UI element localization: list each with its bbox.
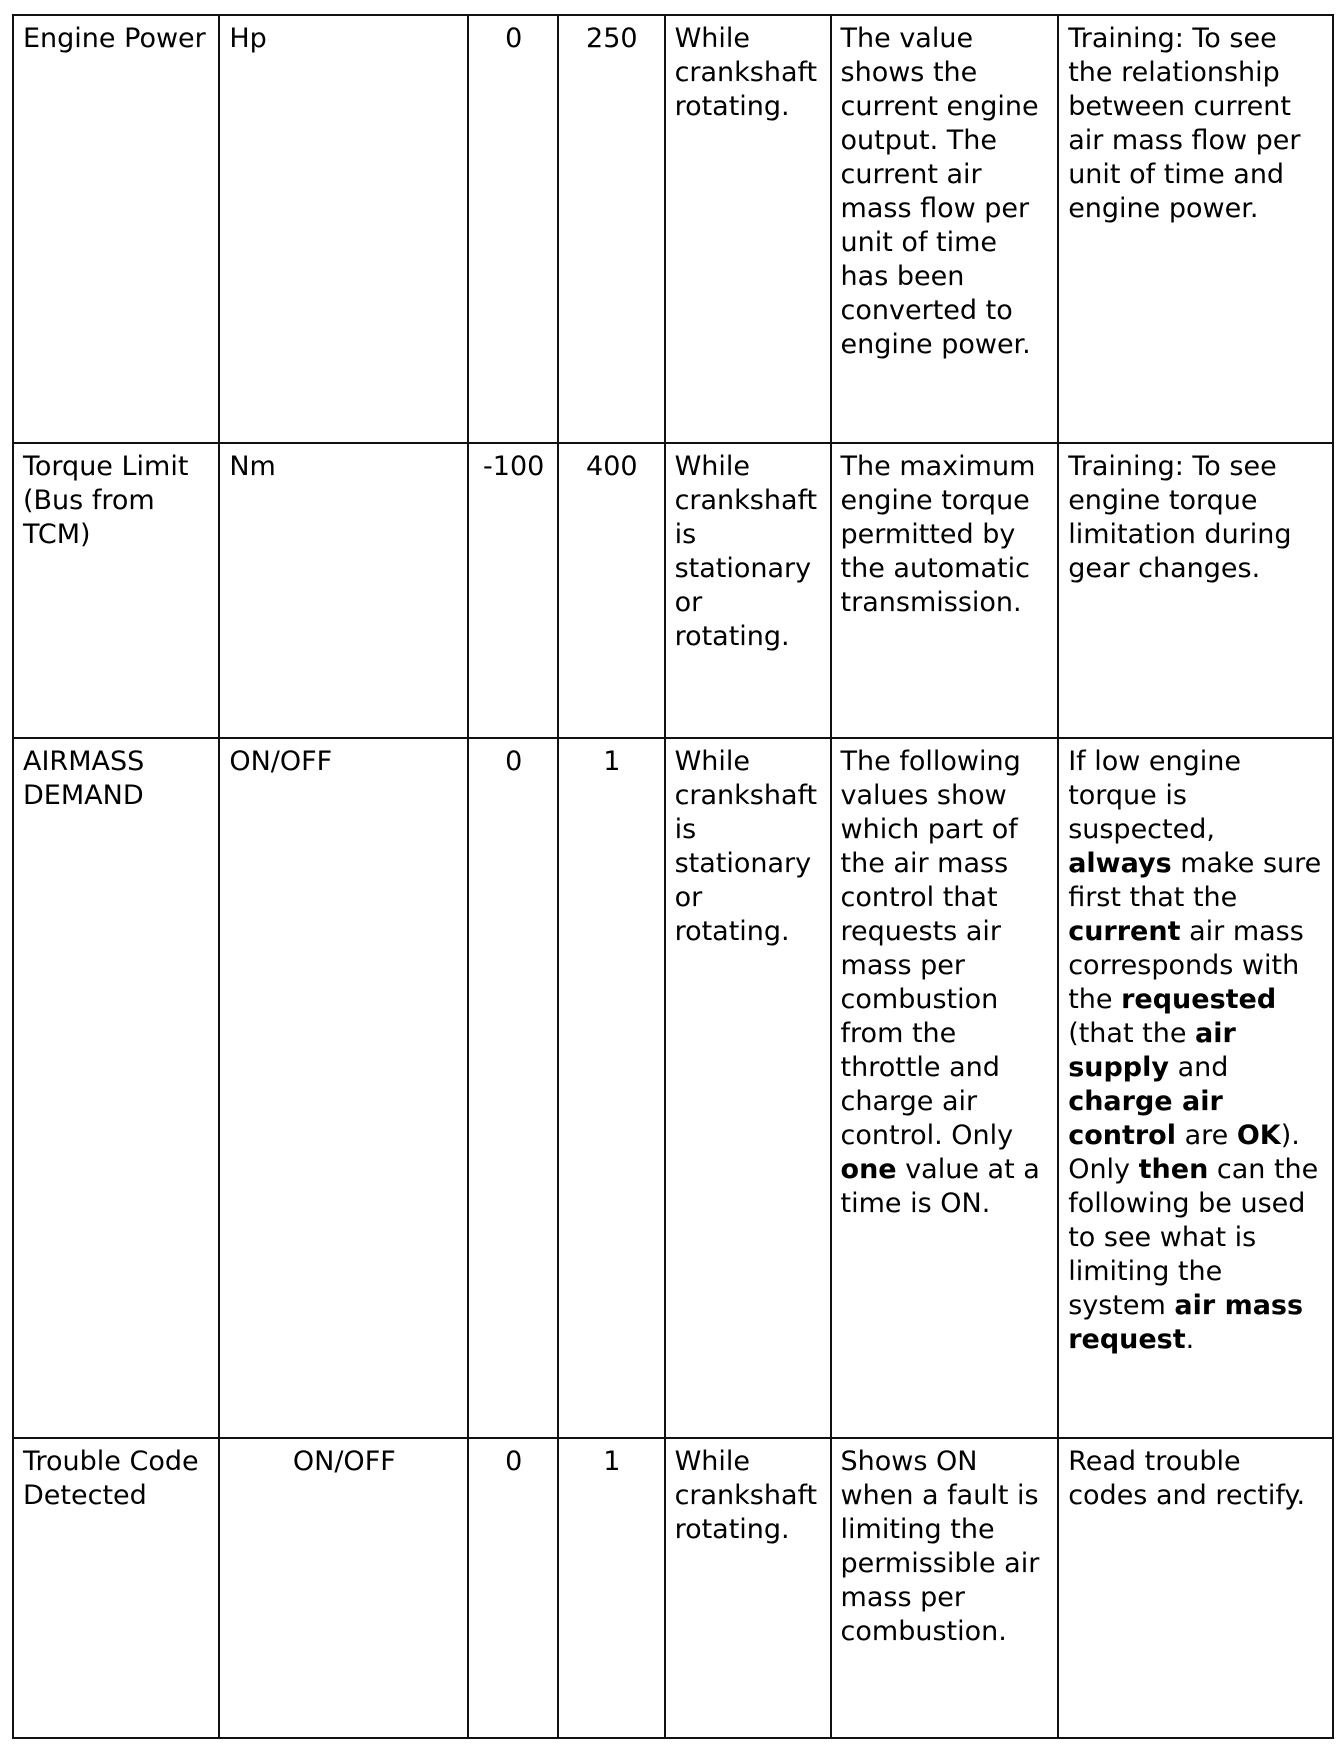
- parameter-description: The maximum engine torque permitted by the automatic transmission.: [831, 443, 1059, 738]
- parameter-condition: While crankshaft is stationary or rotating.: [665, 738, 831, 1438]
- text-run: can the following be used to see what is limiting the system: [1068, 1154, 1319, 1321]
- parameter-max: 1: [558, 738, 665, 1438]
- parameter-condition: While crankshaft rotating.: [665, 15, 831, 443]
- parameter-max: 1: [558, 1438, 665, 1738]
- parameter-min: 0: [468, 15, 558, 443]
- parameter-comment: Read trouble codes and rectify.: [1058, 1438, 1333, 1738]
- parameter-unit: Hp: [219, 15, 468, 443]
- parameter-description: [831, 738, 1059, 1438]
- text-run: value at a time is ON.: [840, 1154, 1040, 1219]
- table-row: [13, 15, 1333, 443]
- parameter-unit: ON/OFF: [219, 1438, 468, 1738]
- parameter-comment: Training: To see engine torque limitation during gear changes.: [1058, 443, 1333, 738]
- parameter-condition: While crankshaft rotating.: [665, 1438, 831, 1738]
- parameter-name: AIRMASS DEMAND: [13, 738, 219, 1438]
- bold-text-run: current: [1068, 916, 1181, 947]
- bold-text-run: air mass request: [1068, 1290, 1304, 1355]
- bold-text-run: requested: [1121, 984, 1277, 1015]
- parameter-name: Torque Limit (Bus from TCM): [13, 443, 219, 738]
- text-run: If low engine torque is suspected,: [1068, 746, 1242, 845]
- parameter-min: 0: [468, 738, 558, 1438]
- parameter-description: Shows ON when a fault is limiting the permissible air mass per combustion.: [831, 1438, 1059, 1738]
- text-run: make sure first that the: [1068, 848, 1322, 913]
- parameter-table: [12, 14, 1334, 1739]
- parameter-name: Engine Power: [13, 15, 219, 443]
- parameter-condition: While crankshaft is stationary or rotating.: [665, 443, 831, 738]
- text-run: .: [1185, 1324, 1195, 1355]
- parameter-min: 0: [468, 1438, 558, 1738]
- bold-text-run: always: [1068, 848, 1172, 879]
- bold-text-run: one: [840, 1154, 897, 1185]
- text-run: air mass corresponds with the: [1068, 916, 1304, 1015]
- text-run: are: [1176, 1120, 1237, 1151]
- text-run: and: [1169, 1052, 1229, 1083]
- bold-text-run: charge air control: [1068, 1086, 1223, 1151]
- text-run: ). Only: [1068, 1120, 1300, 1185]
- table-row: [13, 443, 1333, 738]
- parameter-name: Trouble Code Detected: [13, 1438, 219, 1738]
- bold-text-run: OK: [1236, 1120, 1281, 1151]
- parameter-unit: Nm: [219, 443, 468, 738]
- parameter-max: 250: [558, 15, 665, 443]
- parameter-description: The value shows the current engine output. The current air mass flow per unit of time has been converted to engine power.: [831, 15, 1059, 443]
- bold-text-run: then: [1138, 1154, 1209, 1185]
- table-row: [13, 1438, 1333, 1738]
- bold-text-run: air supply: [1068, 1018, 1236, 1083]
- text-run: The following values show which part of the air mass control that requests air mass per combustion from the throttle and charge air control. Only: [840, 746, 1021, 1151]
- table-row: [13, 738, 1333, 1438]
- parameter-max: 400: [558, 443, 665, 738]
- parameter-min: -100: [468, 443, 558, 738]
- parameter-unit: ON/OFF: [219, 738, 468, 1438]
- parameter-comment: Training: To see the relationship between current air mass flow per unit of time and engine power.: [1058, 15, 1333, 443]
- text-run: (that the: [1068, 1018, 1196, 1049]
- parameter-comment: [1058, 738, 1333, 1438]
